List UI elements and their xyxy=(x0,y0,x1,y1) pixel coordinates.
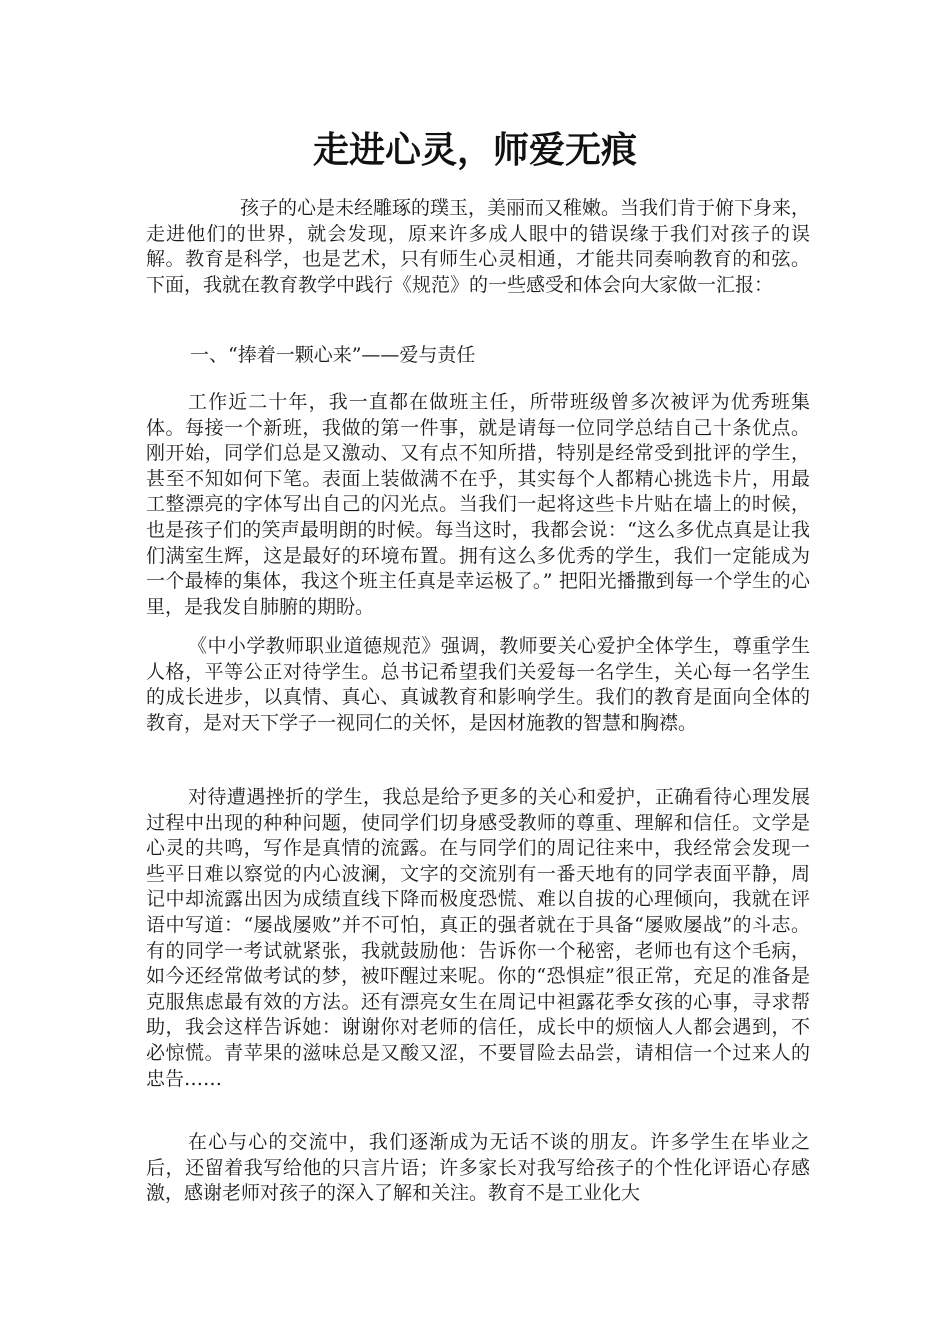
section-heading: 一、“捧着一颗心来”——爱与责任 xyxy=(190,344,476,366)
body-paragraph: 工作近二十年，我一直都在做班主任，所带班级曾多次被评为优秀班集体。每接一个新班，我做的第一件事，就是请每一位同学总结自己十条优点。刚开始，同学们总是又激动、又有点不知所措，特别是经常受到批评的学生，甚至不知如何下笔。表面上装做满不在乎，其实每个人都精心挑选卡片，用最工整漂亮的字体写出自己的闪光点。当我们一起将这些卡片贴在墙上的时候，也是孩子们的笑声最明朗的时候。每当这时，我都会说：“这么多优点真是让我们满室生辉，这是最好的环境布置。拥有这么多优秀的学生，我们一定能成为一个最棒的集体，我这个班主任真是幸运极了。” 把阳光播撒到每一个学生的心里，是我发自肺腑的期盼。 xyxy=(146,391,810,618)
body-paragraph: 《中小学教师职业道德规范》强调，教师要关心爱护全体学生，尊重学生人格，平等公正对待学生。总书记希望我们关爱每一名学生，关心每一名学生的成长进步，以真情、真心、真诚教育和影响学生。我们的教育是面向全体的教育，是对天下学子一视同仁的关怀，是因材施教的智慧和胸襟。 xyxy=(146,635,810,734)
intro-paragraph: 孩子的心是未经雕琢的璞玉，美丽而又稚嫩。当我们肯于俯下身来，走进他们的世界，就会发现，原来许多成人眼中的错误缘于我们对孩子的误解。教育是科学，也是艺术，只有师生心灵相通，才能共同奏响教育的和弦。下面，我就在教育教学中践行《规范》的一些感受和体会向大家做一汇报： xyxy=(146,197,811,296)
page-title: 走进心灵，师爱无痕 xyxy=(312,129,637,171)
body-paragraph: 对待遭遇挫折的学生，我总是给予更多的关心和爱护，正确看待心理发展过程中出现的种种问题，使同学们切身感受教师的尊重、理解和信任。文学是心灵的共鸣，写作是真情的流露。在与同学们的周记往来中，我经常会发现一些平日难以察觉的内心波澜，文字的交流别有一番天地有的同学表面平静，周记中却流露出因为成绩直线下降而极度恐慌、难以自拔的心理倾向，我就在评语中写道：“屡战屡败”并不可怕，真正的强者就在于具备“屡败屡战”的斗志。有的同学一考试就紧张，我就鼓励他：告诉你一个秘密，老师也有这个毛病，如今还经常做考试的梦，被吓醒过来呢。你的“恐惧症”很正常，充足的准备是克服焦虑最有效的方法。还有漂亮女生在周记中袒露花季女孩的心事，寻求帮助，我会这样告诉她：谢谢你对老师的信任，成长中的烦恼人人都会遇到，不必惊慌。青苹果的滋味总是又酸又涩，不要冒险去品尝，请相信一个过来人的忠告…… xyxy=(146,786,810,1090)
body-paragraph: 在心与心的交流中，我们逐渐成为无话不谈的朋友。许多学生在毕业之后，还留着我写给他的只言片语；许多家长对我写给孩子的个性化评语心存感激，感谢老师对孩子的深入了解和关注。教育不是工业化大 xyxy=(146,1131,810,1205)
